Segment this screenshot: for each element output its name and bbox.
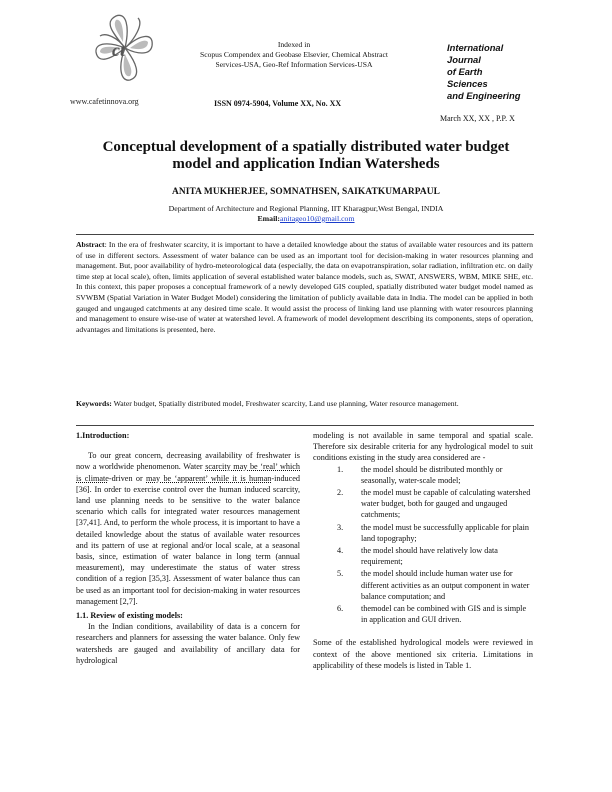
list-number: 3. — [337, 522, 344, 532]
author-email — [40, 214, 572, 223]
abstract-label: Abstract — [76, 240, 105, 249]
indexed-line: Scopus Compendex and Geobase Elsevier, Chemical Abstract — [199, 50, 388, 59]
journal-name — [447, 42, 557, 102]
list-item — [313, 522, 533, 544]
review-summary-paragraph: Some of the established hydrological models were reviewed in context of the above mentioned six criteria. Limitations in applicability of these models is listed in Table 1. — [313, 638, 533, 670]
review-paragraph: In the Indian conditions, availability of data is a concern for researchers and planners for assessing the water balance. Only few watersheds are gauged and availability of ancillary data for hydrological — [76, 622, 300, 665]
list-number: 6. — [337, 604, 344, 614]
keywords-text: Water budget, Spatially distributed model, Freshwater scarcity, Land use planning, Water resource management. — [111, 399, 459, 408]
section-heading-introduction: 1.Introduction: — [76, 431, 130, 440]
list-number: 4. — [337, 546, 344, 556]
list-item — [313, 464, 533, 486]
cafet-innova-logo-icon — [92, 12, 158, 84]
criteria-list — [313, 464, 533, 626]
svg-text:ct: ct — [112, 40, 125, 60]
list-text: the model should include human water use for different activities as an output component in water balance computation; and — [361, 569, 530, 601]
list-number: 2. — [337, 488, 344, 498]
intro-text-marked: may be ‘apparent’ while it is human — [146, 473, 272, 483]
list-text: the model must be successfully applicable for plain land topography; — [361, 522, 530, 543]
journal-line: Journal — [447, 54, 481, 65]
list-item — [313, 487, 533, 521]
intro-text: To our great concern, decreasing availability of freshwater is now a worldwide phenomenon. Water — [76, 451, 300, 472]
indexed-line: Services-USA, Geo-Ref Information Services-USA — [215, 60, 373, 69]
criteria-intro-paragraph: modeling is not available in same temporal and spatial scale. Therefore six desirable criteria for any hydrological model to suit conditions existing in the study area considered are - — [313, 431, 533, 463]
title-line: model and application Indian Watersheds — [172, 156, 440, 172]
keywords — [76, 399, 533, 410]
intro-paragraph — [76, 450, 300, 607]
author-list: ANITA MUKHERJEE, SOMNATHSEN, SAIKATKUMARPAUL — [171, 187, 441, 197]
email-link[interactable]: anitageo10@gmail.com — [280, 214, 355, 223]
abstract-text: : In the era of freshwater scarcity, it is important to have a detailed knowledge about the status of available water resources and its pattern of use in different sectors. Assessment of water balance can be used as an important tool for decision-making in water resources planning and management. But, poor availability of hydro-meteorological data (especially, the data on evapotranspiration, solar radiation, infiltration etc. on daily time step at local scale), often, limits application of several established water balance models, such as, SWAT, ANSWERS, WBM, MIKE SHE, etc. In this context, this paper proposes a conceptual framework of a newly developed GIS coupled, spatially distributed water budget model named as SVWBM (Spatial Variation in Water Budget Model) considering the limitation of publicly available data in India. The model can be applied in both gauged and ungauged catchments at any desired time scale. It would assist the process of linking land use planning with water resources planning and management to ensure wise-use of water at watershed level. A framework of model development describing its components, steps of operation, advantages and limitations is presented, here. — [76, 240, 533, 334]
paper-title — [40, 139, 572, 173]
left-column — [76, 430, 300, 666]
journal-line: and Engineering — [447, 90, 521, 101]
journal-line: of Earth — [447, 66, 483, 77]
indexed-line: Indexed in — [277, 40, 311, 49]
keywords-label: Keywords: — [76, 399, 112, 408]
email-label: Email: — [257, 214, 280, 223]
issn-volume: ISSN 0974-5904, Volume XX, No. XX — [214, 99, 342, 108]
intro-text: -driven or — [108, 473, 147, 483]
divider-top — [76, 234, 534, 235]
website-url[interactable]: www.cafetinnova.org — [70, 97, 139, 106]
list-text: the model should have relatively low data requirement; — [361, 546, 498, 567]
indexing-info — [158, 40, 430, 70]
intro-text: -induced [36]. In order to exercise control over the human induced scarcity, land use planning needs to be sensitive to the water balance scenario which calls for integrated water resources management [37,41]. And, to perform the whole process, it is important to have a detailed knowledge about the status of available water resources and its pattern of use at regional and/or local scale, at a seasonal basis, since, estimation of water balance in long term (annual measurement), may underestimate the status of water stress condition of a region [35,3]. Assessment of water balance thus can be used as an important tool for decision-making in water resources management [2,7]. — [76, 473, 300, 606]
list-text: themodel can be combined with GIS and is simple in application and GUI driven. — [361, 604, 527, 625]
issue-date-pages: March XX, XX , P.P. X — [440, 114, 515, 123]
list-text: the model must be capable of calculating watershed water budget, both for gauged and ungauged catchments; — [361, 488, 531, 520]
journal-line: Sciences — [447, 78, 488, 89]
list-text: the model should be distributed monthly or seasonally, water-scale model; — [361, 464, 503, 485]
title-line: Conceptual development of a spatially distributed water budget — [102, 139, 510, 155]
list-item — [313, 545, 533, 567]
subsection-heading-review: 1.1. Review of existing models: — [76, 611, 183, 621]
divider-bottom — [76, 425, 534, 426]
author-affiliation: Department of Architecture and Regional Planning, IIT Kharagpur,West Bengal, INDIA — [168, 204, 444, 213]
list-item — [313, 568, 533, 602]
right-column — [313, 430, 533, 671]
journal-line: International — [447, 42, 504, 53]
intro-text-marked: scarcity may be ‘real’ which is climate — [76, 462, 300, 483]
list-number: 5. — [337, 569, 344, 579]
abstract — [76, 240, 533, 335]
list-number: 1. — [337, 464, 344, 474]
list-item — [313, 603, 533, 625]
